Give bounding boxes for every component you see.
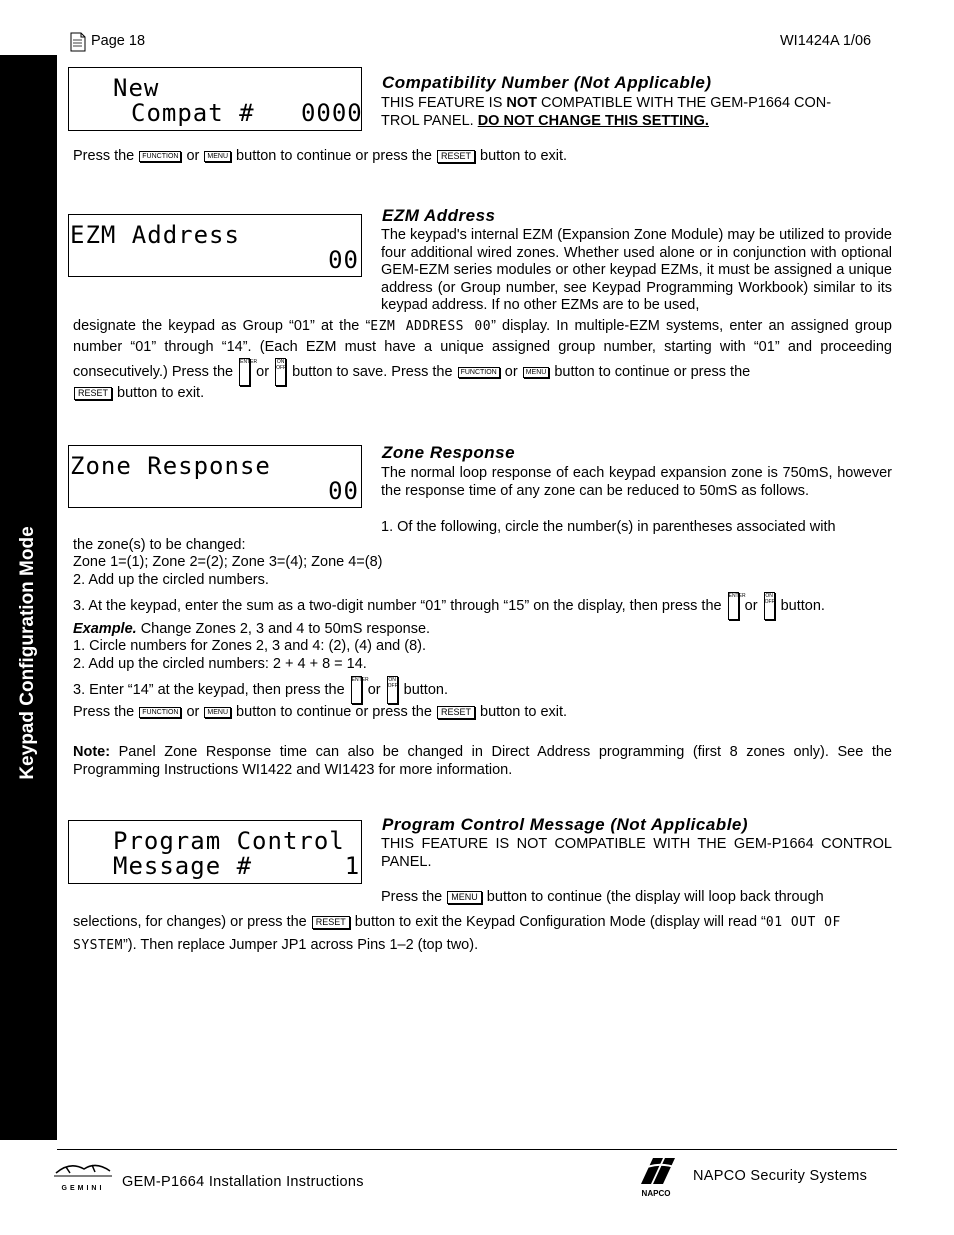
zone-body-6: 3. At the keypad, enter the sum as a two-digit number “01” through “15” on the display, then press the ENTER or ON OFF button. xyxy=(73,592,825,620)
menu-key-icon: MENU xyxy=(447,891,482,904)
lcd-line-2: 00 xyxy=(328,246,359,274)
footer-document-title: GEM-P1664 Installation Instructions xyxy=(122,1174,364,1190)
enter-key-icon: ENTER xyxy=(728,592,739,620)
zone-example-1: 1. Circle numbers for Zones 2, 3 and 4: (2), (4) and (8). xyxy=(73,638,426,654)
section-heading-pcm: Program Control Message (Not Applicable) xyxy=(382,815,749,834)
reset-key-icon: RESET xyxy=(312,916,350,929)
zone-body-3: the zone(s) to be changed: xyxy=(73,537,246,553)
lcd-display-pcm xyxy=(68,820,362,884)
pcm-body-2: Press the MENU button to continue (the display will loop back through xyxy=(381,889,824,905)
lcd-line-1: EZM Address xyxy=(70,221,240,249)
zone-body-4: Zone 1=(1); Zone 2=(2); Zone 3=(4); Zone 4=(8) xyxy=(73,554,383,570)
pcm-body-1: THIS FEATURE IS NOT COMPATIBLE WITH THE GEM-P1664 CONTROL PANEL. xyxy=(381,836,892,870)
ezm-body-3: RESET button to exit. xyxy=(73,384,204,402)
on-off-key-icon: ON OFF xyxy=(387,676,398,704)
menu-key-icon: MENU xyxy=(523,367,550,378)
zone-body-2: 1. Of the following, circle the number(s) in parentheses associated with xyxy=(381,519,836,535)
enter-key-icon: ENTER xyxy=(239,358,250,386)
menu-key-icon: MENU xyxy=(204,707,231,718)
on-off-key-icon: ON OFF xyxy=(764,592,775,620)
lcd-display-ezm xyxy=(68,214,362,277)
napco-logo-text: NAPCO xyxy=(641,1189,671,1198)
ezm-body-2: designate the keypad as Group “01” at the “EZM ADDRESS 00” display. In multiple-EZM systems, enter an assigned group number “01” through “14”. (Each EZM must have a unique assigned group number, starting with “01” and proceeding consecutively.) Press the ENTER or ON OFF button to save. Press the FUNCTION or MENU button to continue or press the xyxy=(73,316,892,386)
lcd-line-2: Message # 1 xyxy=(113,852,361,880)
zone-example-2: 2. Add up the circled numbers: 2 + 4 + 8 = 14. xyxy=(73,656,367,672)
lcd-line-1: Program Control xyxy=(113,827,345,855)
footer-divider xyxy=(57,1149,897,1150)
section-heading-compat: Compatibility Number (Not Applicable) xyxy=(382,73,712,92)
function-key-icon: FUNCTION xyxy=(139,707,181,718)
ezm-body-1: The keypad's internal EZM (Expansion Zone Module) may be utilized to provide four additional wired zones. Whether used alone or in conjunction with optional GEM-EZM series modules or other keypad EZMs, it must be assigned a unique address (or Group number, see Keypad Programming Workbook) similar to its keypad address. If no other EZMs are to be used, xyxy=(381,227,892,313)
compat-press-line: Press the FUNCTION or MENU button to continue or press the RESET button to exit. xyxy=(73,148,568,164)
lcd-text-inline: EZM ADDRESS 00 xyxy=(370,319,492,334)
lcd-display-compat xyxy=(68,67,362,131)
section-heading-ezm: EZM Address xyxy=(382,206,496,225)
gemini-logo-text: GEMINI xyxy=(61,1185,105,1192)
compat-body: THIS FEATURE IS NOT COMPATIBLE WITH THE GEM-P1664 CON- TROL PANEL. DO NOT CHANGE THIS SETTING. xyxy=(381,95,832,129)
enter-key-icon: ENTER xyxy=(351,676,362,704)
lcd-display-zone xyxy=(68,445,362,508)
reset-key-icon: RESET xyxy=(437,706,475,719)
gemini-logo xyxy=(52,1159,114,1191)
napco-logo xyxy=(633,1156,679,1196)
lcd-line-1: Zone Response xyxy=(70,452,271,480)
page-number: Page 18 xyxy=(91,33,146,49)
function-key-icon: FUNCTION xyxy=(139,151,181,162)
sidebar-tab xyxy=(0,55,57,1140)
function-key-icon: FUNCTION xyxy=(458,367,500,378)
reset-key-icon: RESET xyxy=(437,150,475,163)
lcd-line-2: 00 xyxy=(328,477,359,505)
lcd-line-2: Compat # 0000 xyxy=(131,99,363,127)
zone-body-5: 2. Add up the circled numbers. xyxy=(73,572,269,588)
page-icon xyxy=(70,32,86,57)
on-off-key-icon: ON OFF xyxy=(275,358,286,386)
zone-example: Example. Change Zones 2, 3 and 4 to 50mS response. xyxy=(73,621,431,637)
pcm-body-3: selections, for changes) or press the RESET button to exit the Keypad Configuration Mode (display will read “01 OUT OF SYSTEM”). Then replace Jumper JP1 across Pins 1–2 (top two). xyxy=(73,914,841,953)
sidebar-title: Keypad Configuration Mode xyxy=(17,526,38,780)
lcd-line-1: New xyxy=(113,74,160,102)
reset-key-icon: RESET xyxy=(74,387,112,400)
menu-key-icon: MENU xyxy=(204,151,231,162)
document-id: WI1424A 1/06 xyxy=(780,33,872,49)
zone-example-3: 3. Enter “14” at the keypad, then press the ENTER or ON OFF button. xyxy=(73,676,448,704)
footer-company: NAPCO Security Systems xyxy=(693,1168,868,1184)
zone-press-line: Press the FUNCTION or MENU button to continue or press the RESET button to exit. xyxy=(73,704,568,720)
section-heading-zone: Zone Response xyxy=(382,443,516,462)
zone-body-1: The normal loop response of each keypad expansion zone is 750mS, however the response time of any zone can be reduced to 50mS as follows. xyxy=(381,465,892,499)
zone-note: Note: Panel Zone Response time can also be changed in Direct Address programming (first 8 zones only). See the Programming Instructions WI1422 and WI1423 for more information. xyxy=(73,744,892,778)
